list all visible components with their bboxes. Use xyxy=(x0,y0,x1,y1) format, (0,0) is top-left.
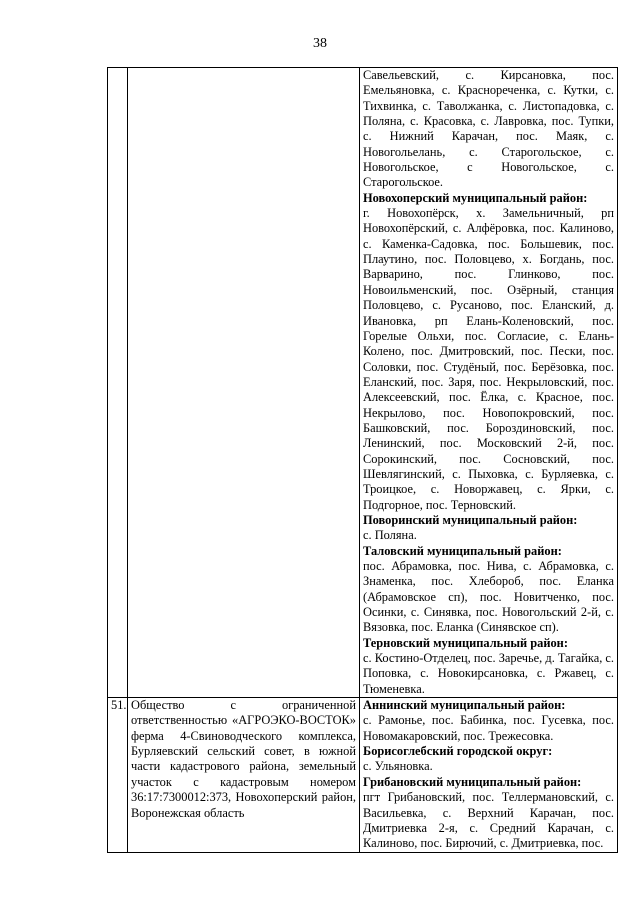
settlement-list: с. Костино-Отделец, пос. Заречье, д. Тагайка, с. Поповка, с. Новокирсановка, с. Ржавец, с. Тюменевка. xyxy=(363,651,614,696)
settlement-list: с. Поляна. xyxy=(363,528,417,543)
row-number-cell: 51. xyxy=(108,698,128,852)
page-number: 38 xyxy=(313,36,327,51)
settlements-cell xyxy=(360,68,618,698)
settlements-cell xyxy=(360,698,618,852)
district-heading: Новохоперский муниципальный район: xyxy=(363,190,588,205)
settlement-list: Савельевский, с. Кирсановка, пос. Емельяновка, с. Краснореченка, с. Кутки, с. Тихвинка, с. Таволжанка, с. Листопадовка, с. Поляна, с. Красовка, с. Лавровка, пос. Тупки, с. Нижний Карачан, пос. Маяк, с. Новогольелань, с. Старогольское, с. Новогольское, с Новогольское, с. Старогольское. xyxy=(363,68,614,190)
district-heading: Поворинский муниципальный район: xyxy=(363,512,578,527)
district-heading: Таловский муниципальный район: xyxy=(363,543,562,558)
settlement-list: г. Новохопёрск, х. Замельничный, рп Новохопёрский, с. Алфёровка, пос. Калиново, с. Каменка-Садовка, пос. Большевик, пос. Плаутино, пос. Половцево, х. Богдань, пос. Варварино, пос. Глинково, пос. Новоильменский, пос. Озёрный, станция Половцево, с. Русаново, пос. Еланский, д. Ивановка, рп Елань-Коленовский, пос. Горелые Ольхи, пос. Согласие, с. Елань-Колено, пос. Дмитровский, пос. Пески, пос. Соловки, пос. Студёный, пос. Берёзовка, пос. Еланский, пос. Заря, пос. Некрыловский, пос. Алексеевский, пос. Ёлка, с. Красное, пос. Некрылово, пос. Новопокровский, пос. Башковский, пос. Бороздиновский, пос. Ленинский, пос. Московский 2-й, пос. Сорокинский, пос. Сосновский, пос. Шевлягинский, с. Пыховка, с. Бурляевка, с. Троицкое, с. Новоржавец, с. Ярки, с. Подгорное, пос. Терновский. xyxy=(363,206,614,512)
settlement-list: с. Рамонье, пос. Бабинка, пос. Гусевка, пос. Новомакаровский, пос. Трежесовка. xyxy=(363,713,614,743)
settlement-list: с. Ульяновка. xyxy=(363,759,433,774)
district-heading: Терновский муниципальный район: xyxy=(363,635,568,650)
district-heading: Грибановский муниципальный район: xyxy=(363,774,582,789)
district-heading: Аннинский муниципальный район: xyxy=(363,698,566,713)
table-row xyxy=(108,68,618,698)
settlement-list: пгт Грибановский, пос. Теллермановский, с. Васильевка, с. Верхний Карачан, пос. Дмитриевка 2-я, с. Средний Карачан, с. Калиново, пос. Бирючий, с. Дмитриевка, пос. xyxy=(363,790,614,851)
object-description-cell xyxy=(128,68,360,698)
settlements-table xyxy=(107,67,618,853)
object-description-cell: Общество с ограниченной ответственностью «АГРОЭКО-ВОСТОК» ферма 4-Свиноводческого комплекса, Бурляевский сельский совет, в южной части кадастрового района, земельный участок с кадастровым номером 36:17:7300012:373, Новохоперский район, Воронежская область xyxy=(128,698,360,852)
table-row xyxy=(108,698,618,852)
district-heading: Борисоглебский городской округ: xyxy=(363,744,553,759)
settlement-list: пос. Абрамовка, пос. Нива, с. Абрамовка, с. Знаменка, пос. Хлебороб, пос. Еланка (Абрамовское сп), пос. Новитченко, пос. Осинки, с. Синявка, пос. Новогольский 2-й, с. Вязовка, пос. Еланка (Синявское сп). xyxy=(363,559,614,635)
row-number-cell xyxy=(108,68,128,698)
